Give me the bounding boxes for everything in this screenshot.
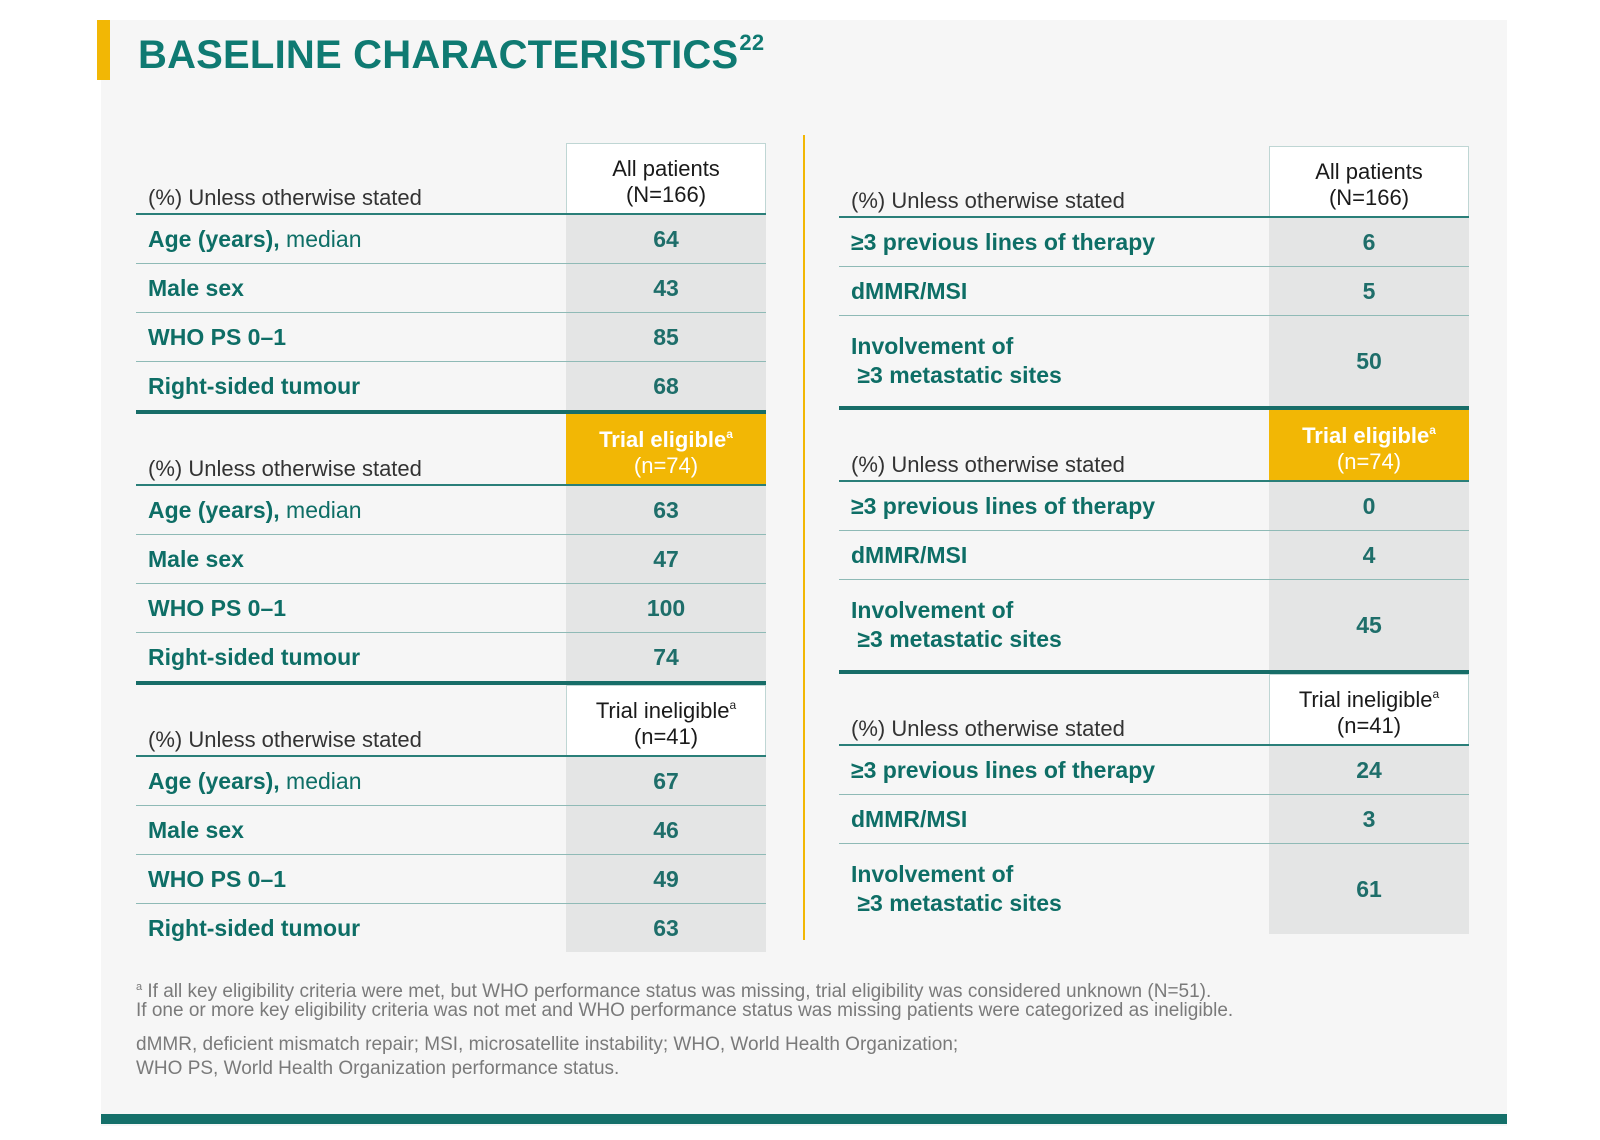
group-header [839,410,1469,482]
table-row: Male sex 46 [136,806,766,855]
value-cell: 47 [566,535,766,583]
table-row: Age (years), median 63 [136,486,766,535]
table-row: WHO PS 0–1 85 [136,313,766,362]
value-cell: 5 [1269,267,1469,315]
table-row: Involvement of ≥3 metastatic sites 50 [839,316,1469,406]
header-label: (%) Unless otherwise stated [148,185,422,210]
left-group-trial-ineligible [136,685,766,952]
value-cell: 24 [1269,746,1469,794]
value-cell: 46 [566,806,766,854]
abbreviations-line1: dMMR, deficient mismatch repair; MSI, microsatellite instability; WHO, World Health Organization; [136,1034,959,1055]
right-group-trial-ineligible [839,674,1469,934]
table-row: WHO PS 0–1 100 [136,584,766,633]
header-label: (%) Unless otherwise stated [851,452,1125,477]
value-cell: 0 [1269,482,1469,530]
value-cell: 45 [1269,580,1469,670]
footnote-a-line2: If one or more key eligibility criteria was not met and WHO performance status was missing patients were categorized as ineligible. [136,1000,1234,1021]
bottom-accent-bar [101,1114,1507,1124]
value-cell: 6 [1269,218,1469,266]
abbreviations-line2: WHO PS, World Health Organization performance status. [136,1058,620,1079]
value-cell: 4 [1269,531,1469,579]
value-cell: 85 [566,313,766,361]
table-row: Male sex 47 [136,535,766,584]
table-row: dMMR/MSI 5 [839,267,1469,316]
header-label: (%) Unless otherwise stated [851,716,1125,741]
group-header [839,674,1469,746]
value-cell: 49 [566,855,766,903]
table-row: Involvement of ≥3 metastatic sites 45 [839,580,1469,670]
table-row: Age (years), median 67 [136,757,766,806]
column-header-trial-ineligible: Trial ineligible$^a$ (n=41) [566,685,766,756]
title-reference: 22 [739,30,765,55]
table-row: Male sex 43 [136,264,766,313]
value-cell: 67 [566,757,766,805]
value-cell: 61 [1269,844,1469,934]
table-row: ≥3 previous lines of therapy 24 [839,746,1469,795]
table-row: Right-sided tumour 68 [136,362,766,410]
right-table [839,146,1469,934]
value-cell: 63 [566,486,766,534]
group-header [839,146,1469,218]
value-cell: 100 [566,584,766,632]
page-title: BASELINE CHARACTERISTICS$^{22}$ [138,30,765,77]
table-row: dMMR/MSI 3 [839,795,1469,844]
left-table [136,143,766,952]
value-cell: 68 [566,362,766,410]
table-row: Age (years), median 64 [136,215,766,264]
table-row: Right-sided tumour 74 [136,633,766,681]
value-cell: 43 [566,264,766,312]
value-cell: 74 [566,633,766,681]
column-header-trial-ineligible: Trial ineligible$^a$ (n=41) [1269,674,1469,745]
column-divider [803,135,805,940]
column-header-all-patients: All patients (N=166) [1269,146,1469,217]
value-cell: 3 [1269,795,1469,843]
right-group-trial-eligible [839,410,1469,670]
table-row: WHO PS 0–1 49 [136,855,766,904]
value-cell: 64 [566,215,766,263]
group-header [136,414,766,486]
table-row: ≥3 previous lines of therapy 0 [839,482,1469,531]
value-cell: 50 [1269,316,1469,406]
header-label: (%) Unless otherwise stated [851,188,1125,213]
column-header-trial-eligible: Trial eligible$^a$ (n=74) [566,414,766,485]
column-header-all-patients: All patients (N=166) [566,143,766,214]
group-header [136,685,766,757]
footnote-a-line1: $^a$ If all key eligibility criteria were met, but WHO performance status was missing, trial eligibility was considered unknown (N=51). [136,981,1212,1002]
right-group-all-patients [839,146,1469,406]
table-row: ≥3 previous lines of therapy 6 [839,218,1469,267]
title-accent-bar [97,20,110,80]
column-header-trial-eligible: Trial eligible$^a$ (n=74) [1269,410,1469,481]
group-header [136,143,766,215]
header-label: (%) Unless otherwise stated [148,456,422,481]
header-label: (%) Unless otherwise stated [148,727,422,752]
left-group-trial-eligible [136,414,766,681]
value-cell: 63 [566,904,766,952]
table-row: dMMR/MSI 4 [839,531,1469,580]
left-group-all-patients [136,143,766,410]
table-row: Involvement of ≥3 metastatic sites 61 [839,844,1469,934]
table-row: Right-sided tumour 63 [136,904,766,952]
